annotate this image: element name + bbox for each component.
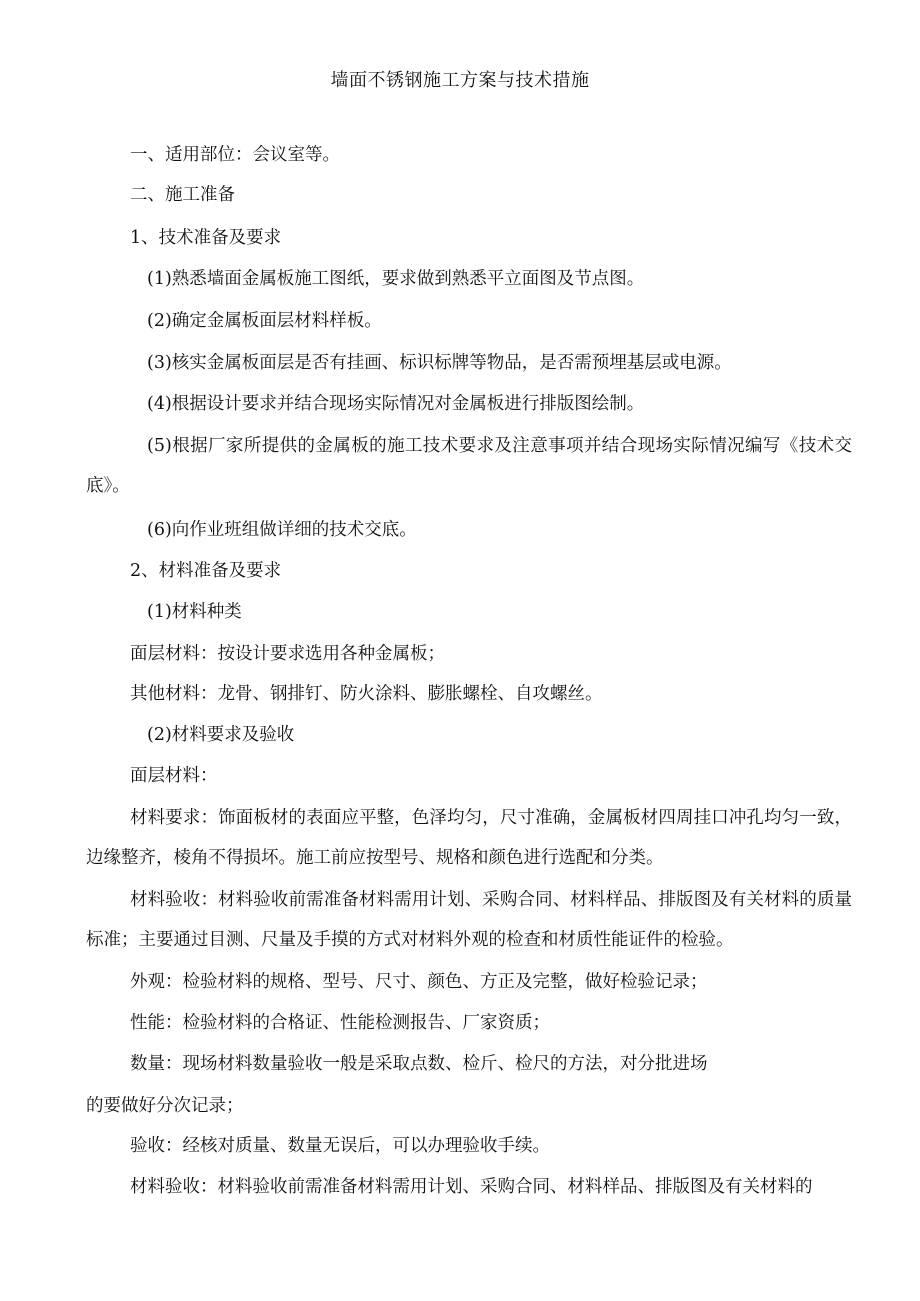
tech-item-5: (5)根据厂家所提供的金属板的施工技术要求及注意事项并结合现场实际情况编写《技术交底》。	[86, 436, 852, 496]
material-item-1-heading: (1)材料种类	[147, 602, 242, 622]
material-acceptance-paragraph: 材料验收：材料验收前需准备材料需用计划、采购合同、材料样品、排版图及有关材料的质量标准；主要通过目测、尺量及手摸的方式对材料外观的检查和材质性能证件的检验。	[86, 890, 852, 950]
appearance-check-text: 外观：检验材料的规格、型号、尺寸、颜色、方正及完整，做好检验记录；	[130, 972, 708, 992]
document-title: 墙面不锈钢施工方案与技术措施	[330, 70, 590, 91]
subsection-material-prep-heading: 2、材料准备及要求	[130, 561, 282, 581]
material-item-2-heading: (2)材料要求及验收	[147, 725, 295, 745]
quantity-check-continuation: 的要做好分次记录；	[86, 1096, 244, 1116]
tech-item-3: (3)核实金属板面层是否有挂画、标识标牌等物品，是否需预埋基层或电源。	[147, 353, 732, 373]
section-1-applicable-area: 一、适用部位：会议室等。	[130, 145, 340, 165]
surface-material-label: 面层材料：	[130, 766, 218, 786]
material-surface-text: 面层材料：按设计要求选用各种金属板；	[130, 644, 445, 664]
material-requirements-paragraph: 材料要求：饰面板材的表面应平整，色泽均匀，尺寸准确，金属板材四周挂口冲孔均匀一致，边缘整齐，棱角不得损坏。施工前应按型号、规格和颜色进行选配和分类。	[86, 808, 852, 868]
quantity-check-text: 数量：现场材料数量验收一般是采取点数、检斤、检尺的方法，对分批进场	[130, 1054, 708, 1074]
material-other-text: 其他材料：龙骨、钢排钉、防火涂料、膨胀螺栓、自攻螺丝。	[130, 684, 603, 704]
performance-check-text: 性能：检验材料的合格证、性能检测报告、厂家资质；	[130, 1013, 550, 1033]
material-acceptance-repeat-text: 材料验收：材料验收前需准备材料需用计划、采购合同、材料样品、排版图及有关材料的	[130, 1177, 813, 1197]
acceptance-procedure-text: 验收：经核对质量、数量无误后，可以办理验收手续。	[130, 1136, 550, 1156]
tech-item-1: (1)熟悉墙面金属板施工图纸，要求做到熟悉平立面图及节点图。	[147, 269, 645, 289]
section-2-heading: 二、施工准备	[130, 185, 235, 205]
tech-item-6: (6)向作业班组做详细的技术交底。	[147, 520, 417, 540]
tech-item-2: (2)确定金属板面层材料样板。	[147, 311, 382, 331]
tech-item-4: (4)根据设计要求并结合现场实际情况对金属板进行排版图绘制。	[147, 394, 645, 414]
subsection-technical-prep-heading: 1、技术准备及要求	[130, 228, 282, 248]
